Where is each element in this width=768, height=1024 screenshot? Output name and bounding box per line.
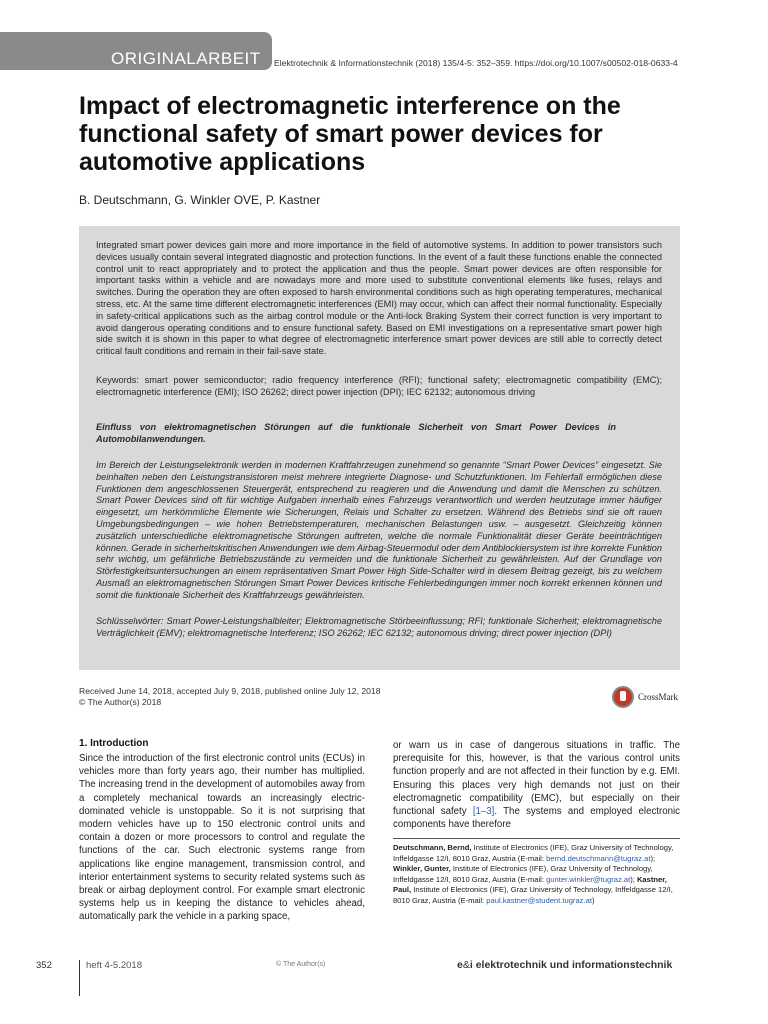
affiliation-divider xyxy=(393,838,680,839)
journal-reference: Elektrotechnik & Informationstechnik (2018) 135/4-5: 352–359. https://doi.org/10.1007/s00502-018-0633-4 xyxy=(274,58,678,68)
affil-text-2: Institute of Electronics (IFE), Graz University of Technology, Inffeldgasse 12/I, 8010 Graz, Austria (E-mail: xyxy=(393,864,653,884)
citation-link[interactable]: [1–3] xyxy=(472,806,495,818)
received-info xyxy=(79,686,380,708)
intro-column-right xyxy=(393,739,680,831)
journal-logo-amp: & xyxy=(462,959,470,971)
page-number: 352 xyxy=(36,960,52,971)
author-list: B. Deutschmann, G. Winkler OVE, P. Kastner xyxy=(79,193,321,207)
affil-text-3: Institute of Electronics (IFE), Graz University of Technology, Inffeldgasse 12/I, 8010 Graz, Austria (E-mail: xyxy=(393,885,673,905)
intro-right-text-end: . The systems and employed electronic components have therefore xyxy=(393,806,680,831)
affil-name-3: Kastner, Paul, xyxy=(393,874,667,894)
journal-logo-i: i xyxy=(469,959,473,971)
german-title: Einfluss von elektromagnetischen Störungen auf die funktionale Sicherheit von Smart Power Devices in Automobilanwendungen. xyxy=(96,422,616,444)
journal-logo-e: e xyxy=(457,959,463,971)
journal-name: elektrotechnik und informationstechnik xyxy=(472,959,673,971)
intro-right-text: or warn us in case of dangerous situations in traffic. The prerequisite for this, however, is that the various control units function properly and are not affected in their function by e.g. EMI. Ensuring this places very high demands not just on their electromagnetic compatibility (EMC), but especially on their functional safety xyxy=(393,740,680,818)
affil-close-2: ); xyxy=(630,874,637,884)
footer-copyright: © The Author(s) xyxy=(276,961,326,968)
affil-name-1: Deutschmann, Bernd, xyxy=(393,843,472,852)
section-label: ORIGINALARBEIT xyxy=(111,49,261,68)
email-link-1[interactable]: bernd.deutschmann@tugraz.at xyxy=(546,853,651,863)
german-abstract: Im Bereich der Leistungselektronik werden in modernen Kraftfahrzeugen zunehmend so genannte “Smart Power Devices” eingesetzt. Sie beinhalten neben den Leistungstransistoren meist mehrere integrierte Diagnose- und Schutzfunktionen. Im Fehlerfall ermöglichen diese Funktionen dem angeschlossenen Steuergerät, entsprechend zu reagieren und die Anwendung und damit die Menschen zu schützen. Smart Power Devices sind oft für wichtige Aufgaben innerhalb eines Fahrzeugs verantwortlich und werden heutzutage immer häufiger eingesetzt, um herkömmliche Elemente wie Sicherungen, Relais und Schalter zu ersetzen. Während des Betriebs sind sie oft rauen Umgebungsbedingungen – wie hohen Betriebstemperaturen, mechanischen Belastungen usw. – ausgesetzt. Gleichzeitig können zusätzlich unterschiedliche elektromagnetische Störungen auftreten, welche die normale Funktionalität dieser Geräte beeinträchtigen können. Gerade in sicherheitskritischen Anwendungen wie dem Airbag-Steuermodul oder dem Antiblockiersystem ist ihre korrekte Funktion sehr wichtig, um gefährliche Betriebszustände zu vermeiden und die funktionale Sicherheit zu gewährleisten. Auf der Grundlage von Störfestigkeitsuntersuchungen an einem repräsentativen Smart Power High Side-Schalter wird in diesem Beitrag gezeigt, bis zu welchem Ausmaß an elektromagnetischen Störungen Smart Power Devices kritische Fehlerbedingungen immer noch korrekt erkennen können und somit die funktionale Sicherheit des Kraftfahrzeugs gewährleisten. xyxy=(96,460,662,600)
received-dates: Received June 14, 2018, accepted July 9, 2018, published online July 12, 2018 xyxy=(79,686,381,696)
abstract-text: Integrated smart power devices gain more and more importance in the field of automotive systems. In addition to power transistors such devices usually contain several integrated diagnostic and protection functions. In the event of a fault these functions enable the connected control unit to react appropriately and to protect the application and thus the people. Smart power devices are often responsible for important tasks within a vehicle and are nowadays more and more used to substitute conventional elements like fuses, relays and switches. During the operation they are often exposed to harsh environmental conditions such as high operating temperatures, mechanical stress, etc. At the same time different electromagnetic interferences (EMI) may occur, which can affect their normal functionality. Especially in safety-critical applications such as the airbag control module or the Anti-lock Braking System their correct function is very important to avoid dangerous operating conditions and to ensure functional safety. Based on EMI investigations on a representative smart power high side switch it is shown in this paper to what degree of electromagnetic interference smart power devices are still able to correctly detect critical fault conditions and remain in their fail-save state. xyxy=(96,240,662,357)
affil-text-1: Institute of Electronics (IFE), Graz University of Technology, Inffeldgasse 12/I, 8010 Graz, Austria (E-mail: xyxy=(393,843,674,863)
intro-column-left: Since the introduction of the first electronic control units (ECUs) in vehicles more than forty years ago, their number has multiplied. The increasing trend in the development of automobiles away from a completely mechanical towards an increasingly electric-dominated vehicle is unstoppable. So it is not surprising that modern vehicles have up to 150 electronic control units and contain a dozen or more processors to control and regulate the functions of the car. Such electronic systems range from applications like engine management, transmission control, and interior entertainment systems to security related systems such as break or airbag deployment control. For example smart electronic systems help us in keeping the distance to vehicles ahead, automatically park the vehicle in a parking space, xyxy=(79,753,365,923)
paper-title: Impact of electromagnetic interference on the functional safety of smart power devices for automotive applications xyxy=(79,92,621,176)
affil-close-3: ) xyxy=(591,895,595,905)
email-link-2[interactable]: gunter.winkler@tugraz.at xyxy=(546,874,631,884)
footer-divider xyxy=(79,960,80,996)
abstract-keywords: Keywords: smart power semiconductor; radio frequency interference (RFI); functional safety; electromagnetic compatibility (EMC); electromagnetic interference (EMI); ISO 26262; direct power injection (DPI); IEC 62132; autonomous driving xyxy=(96,375,662,397)
email-link-3[interactable]: paul.kastner@student.tugraz.at xyxy=(486,895,592,905)
affil-close-1: ); xyxy=(650,853,656,863)
copyright: © The Author(s) 2018 xyxy=(79,697,162,707)
issue-label: heft 4-5.2018 xyxy=(86,960,142,971)
crossmark-label: CrossMark xyxy=(638,692,678,702)
german-keywords: Schlüsselwörter: Smart Power-Leistungshalbleiter; Elektromagnetische Störbeeinflussung; RFI; funktionale Sicherheit; elektromagnetische Verträglichkeit (EMV); elektromagnetische Interferenz; ISO 26262; IEC 62132; autonomous driving; direct power injection (DPI) xyxy=(96,616,662,638)
crossmark-icon xyxy=(612,686,634,708)
crossmark-button[interactable] xyxy=(612,685,678,709)
footer-journal xyxy=(457,959,672,971)
affiliations xyxy=(393,843,680,906)
section-heading: 1. Introduction xyxy=(79,738,149,749)
affil-name-2: Winkler, Gunter, xyxy=(393,864,451,873)
